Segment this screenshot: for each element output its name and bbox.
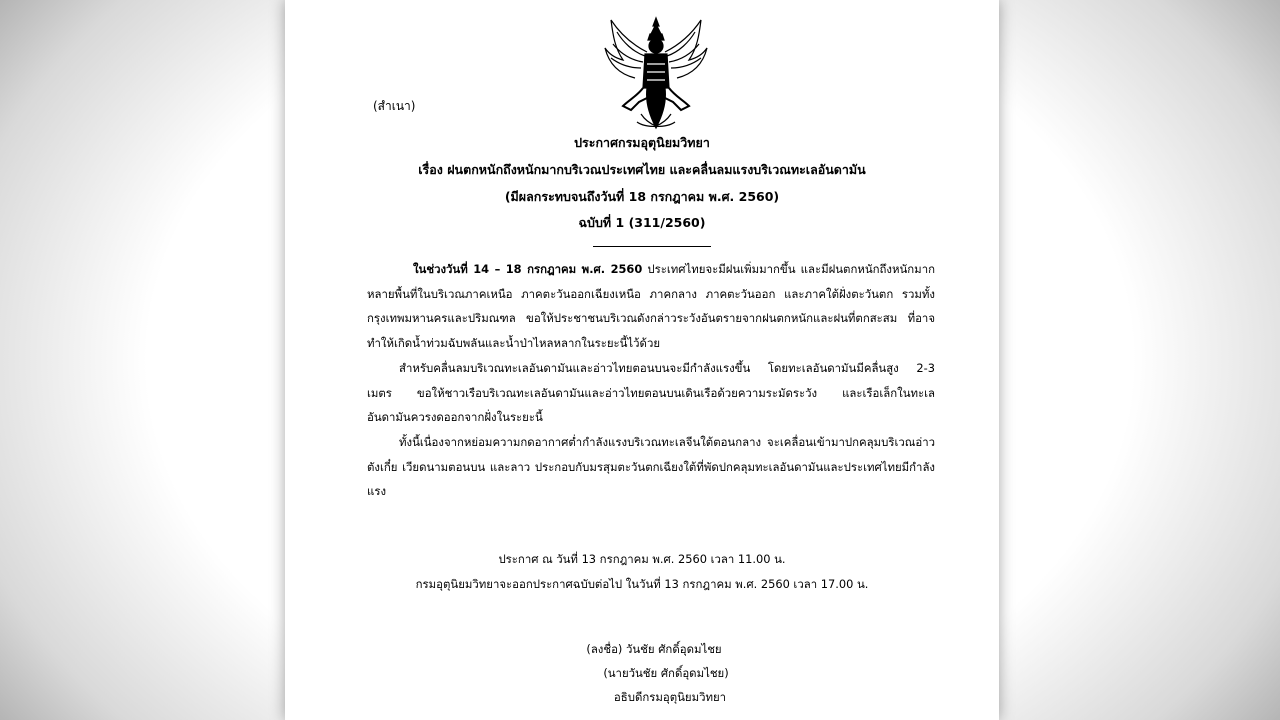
paragraph-1-text: ประเทศไทยจะมีฝนเพิ่มมากขึ้น และมีฝนตกหนักถึงหนักมากหลายพื้นที่ในบริเวณภาคเหนือ ภาคตะวันออกเฉียงเหนือ ภาคกลาง ภาคตะวันออก และภาคใต้ฝั่งตะวันตก รวมทั้งกรุงเทพมหานครและปริมณฑล ขอให้ประชาชนบริเวณดังกล่าวระวังอันตรายจากฝนตกหนักและฝนที่ตกสะสม ที่อาจทำให้เกิดน้ำท่วมฉับพลันและน้ำป่าไหลหลากในระยะนี้ไว้ด้วย xyxy=(367,262,935,350)
signature-line: (ลงชื่อ) วันชัย ศักดิ์อุดมไชย xyxy=(586,642,722,656)
paragraph-2-text: สำหรับคลื่นลมบริเวณทะเลอันดามันและอ่าวไทยตอนบนจะมีกำลังแรงขึ้น โดยทะเลอันดามันมีคลื่นสูง 2-3 เมตร ขอให้ชาวเรือบริเวณทะเลอันดามันและอ่าวไทยตอนบนเดินเรือด้วยความระมัดระวัง และเรือเล็กในทะเลอันดามันควรงดออกจากฝั่งในระยะนี้ xyxy=(367,361,935,424)
paragraph-3 xyxy=(367,430,935,504)
next-announcement-note: กรมอุตุนิยมวิทยาจะออกประกาศฉบับต่อไป ในวันที่ 13 กรกฎาคม พ.ศ. 2560 เวลา 17.00 น. xyxy=(415,577,869,591)
announcement-effect-period: (มีผลกระทบจนถึงวันที่ 18 กรกฎาคม พ.ศ. 2560) xyxy=(504,189,780,204)
garuda-emblem-icon xyxy=(601,14,711,132)
signatory-position: อธิบดีกรมอุตุนิยมวิทยา xyxy=(613,690,727,704)
announcement-title: ประกาศกรมอุตุนิยมวิทยา xyxy=(574,135,710,150)
divider-line xyxy=(593,246,711,247)
announcement-issue-number: ฉบับที่ 1 (311/2560) xyxy=(578,215,706,230)
signatory-name: (นายวันชัย ศักดิ์อุดมไชย) xyxy=(603,666,729,680)
paragraph-1-lead: ในช่วงวันที่ 14 – 18 กรกฎาคม พ.ศ. 2560 xyxy=(413,262,643,276)
announcement-date: ประกาศ ณ วันที่ 13 กรกฎาคม พ.ศ. 2560 เวลา 11.00 น. xyxy=(498,552,786,566)
paragraph-2 xyxy=(367,356,935,430)
copy-label: (สำเนา) xyxy=(373,99,416,113)
paragraph-3-text: ทั้งนี้เนื่องจากหย่อมความกดอากาศต่ำกำลังแรงบริเวณทะเลจีนใต้ตอนกลาง จะเคลื่อนเข้ามาปกคลุมบริเวณอ่าวตังเกี๋ย เวียดนามตอนบน และลาว ประกอบกับมรสุมตะวันตกเฉียงใต้ที่พัดปกคลุมทะเลอันดามันและประเทศไทยมีกำลังแรง xyxy=(367,435,935,498)
announcement-subject: เรื่อง ฝนตกหนักถึงหนักมากบริเวณประเทศไทย และคลื่นลมแรงบริเวณทะเลอันดามัน xyxy=(418,162,866,177)
document-page xyxy=(285,0,999,720)
paragraph-1 xyxy=(367,257,935,355)
